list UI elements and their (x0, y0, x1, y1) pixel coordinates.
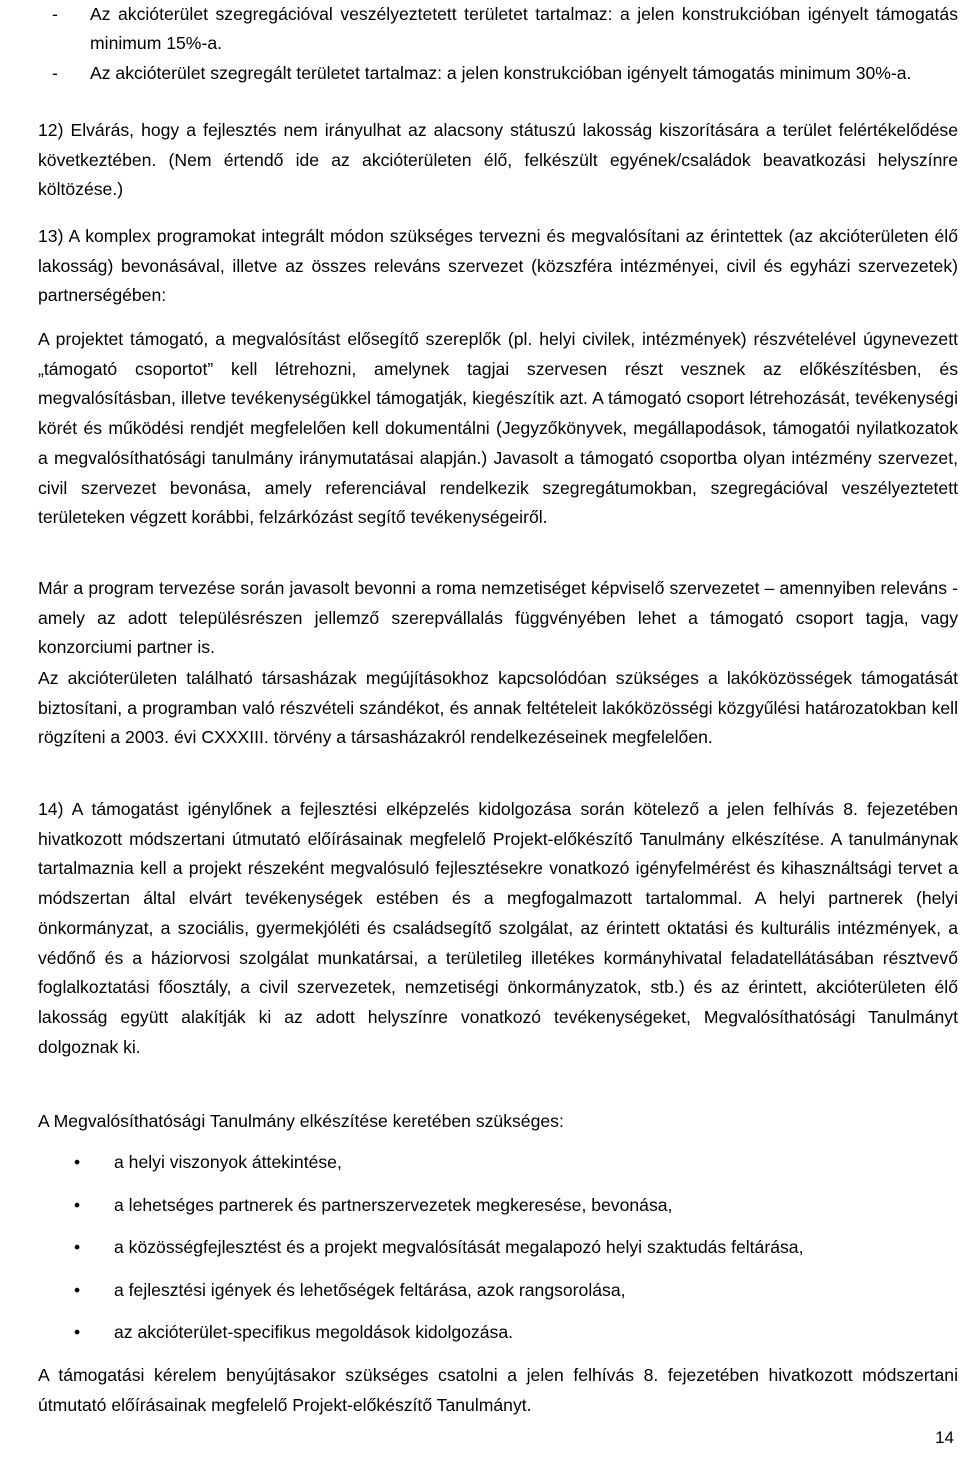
item-text: A komplex programokat integrált módon szükséges tervezni és megvalósítani az érintettek (az akcióterületen élő lakosság) bevonásával, illetve az összes releváns szervezet (közszféra intézményei, civil és egyházi szervezetek) partnerségében: (38, 226, 959, 306)
dash-item-text: Az akcióterület szegregált területet tartalmaz: a jelen konstrukcióban igényelt támogatás minimum 30%-a. (90, 63, 912, 83)
item-number: 13) (38, 226, 64, 246)
list-item (38, 1184, 958, 1227)
bullet-icon: • (74, 1322, 81, 1342)
paragraph-support-group: A projektet támogató, a megvalósítást elősegítő szereplők (pl. helyi civilek, intézmények) részvételével úgynevezett „támogató csoportot” kell létrehozni, amelynek tagjai szervesen részt vesznek az előkészítésben, és megvalósításban, illetve tevékenységükkel támogatják, kiegészítik azt. A támogató csoport létrehozását, tevékenységi körét és működési rendjét megfelelően kell dokumentálni (Jegyzőkönyvek, megállapodások, támogatói nyilatkozatok a megvalósíthatósági tanulmány iránymutatásai alapján.) Javasolt a támogató csoportba olyan intézmény szervezet, civil szervezet bevonása, amely referenciával rendelkezik szegregátumokban, szegregációval veszélyeztetett területeken végzett korábbi, felzárkózást segítő tevékenységeiről. (38, 329, 958, 528)
list-item-text: a lehetséges partnerek és partnerszervezetek megkeresése, bevonása, (114, 1194, 673, 1215)
list-item-text: az akcióterület-specifikus megoldások kidolgozása. (114, 1322, 513, 1342)
bullet-icon: • (74, 1279, 81, 1300)
numbered-item-12 (38, 116, 958, 205)
list-item (38, 1141, 958, 1184)
numbered-item-14 (38, 795, 958, 1062)
dash-item-text: Az akcióterület szegregációval veszélyeztetett területet tartalmaz: a jelen konstrukcióban igényelt támogatás minimum 15%-a. (90, 4, 958, 53)
paragraph-roma: Már a program tervezése során javasolt bevonni a roma nemzetiséget képviselő szervezetet – amennyiben releváns - amely az adott településrészen jellemző szerepvállalás függvényében lehet a támogató csoport tagja, vagy konzorciumi partner is. (38, 578, 958, 658)
list-item-text: a helyi viszonyok áttekintése, (114, 1152, 342, 1172)
list-item (38, 1269, 958, 1312)
item-text: A támogatást igénylőnek a fejlesztési elképzelés kidolgozása során kötelező a jelen felhívás 8. fejezetében hivatkozott módszertani útmutató előírásainak megfelelő Projekt-előkészítő Tanulmány elkészítése. A tanulmánynak tartalmaznia kell a projekt részeként megvalósuló fejlesztésekre vonatkozó igényfelmérést és kihasználtsági tervet a módszertan által elvárt tevékenységek estében és a megfogalmazott tartalommal. A helyi partnerek (helyi önkormányzat, a szociális, gyermekjóléti és családsegítő szolgálat, az érintett oktatási és kulturális intézmények, a védőnő és a háziorvosi szolgálat munkatársai, a területileg illetékes kormányhivatal feladatellátásában résztvevő foglalkoztatási főosztály, a civil szervezetek, nemzetiségi önkormányzatok, stb.) és az érintett, akcióterületen élő lakosság együtt alakítják ki az adott helyszínre vonatkozó tevékenységeket, Megvalósíthatósági Tanulmányt dolgoznak ki. (38, 799, 958, 1057)
paragraph-feasibility-intro: A Megvalósíthatósági Tanulmány elkészítése keretében szükséges: (38, 1111, 564, 1131)
page-number: 14 (935, 1428, 954, 1447)
bullet-list (38, 1141, 958, 1354)
list-item (38, 1311, 958, 1354)
paragraph-condominiums: Az akcióterületen található társasházak megújításokhoz kapcsolódóan szükséges a lakóközösségek támogatását biztosítani, a programban való részvételi szándékot, és annak feltételeit lakóközösségi közgyűlési határozatokban kell rögzíteni a 2003. évi CXXXIII. törvény a társasházakról rendelkezéseinek megfelelően. (38, 668, 958, 748)
numbered-item-13 (38, 222, 958, 311)
bullet-icon: • (74, 1194, 81, 1215)
item-text: Elvárás, hogy a fejlesztés nem irányulhat az alacsony státuszú lakosság kiszorítására a terület felértékelődése következtében. (Nem értendő ide az akcióterületen élő, felkészült egyének/családok beavatkozási helyszínre költözése.) (38, 120, 959, 200)
bullet-icon: • (74, 1237, 81, 1257)
list-item-text: a fejlesztési igények és lehetőségek feltárása, azok rangsorolása, (114, 1279, 626, 1300)
bullet-icon: • (74, 1152, 81, 1172)
paragraph-closing: A támogatási kérelem benyújtásakor szükséges csatolni a jelen felhívás 8. fejezetében hivatkozott módszertani útmutató előírásainak megfelelő Projekt-előkészítő Tanulmányt. (38, 1365, 958, 1415)
list-item-text: a közösségfejlesztést és a projekt megvalósítását megalapozó helyi szaktudás feltárása, (114, 1237, 804, 1257)
item-number: 14) (38, 799, 64, 819)
dash-marker: - (52, 63, 58, 83)
dash-item (38, 0, 958, 58)
dash-item (38, 59, 958, 88)
list-item (38, 1226, 958, 1269)
dash-marker: - (52, 4, 58, 24)
item-number: 12) (38, 120, 64, 140)
